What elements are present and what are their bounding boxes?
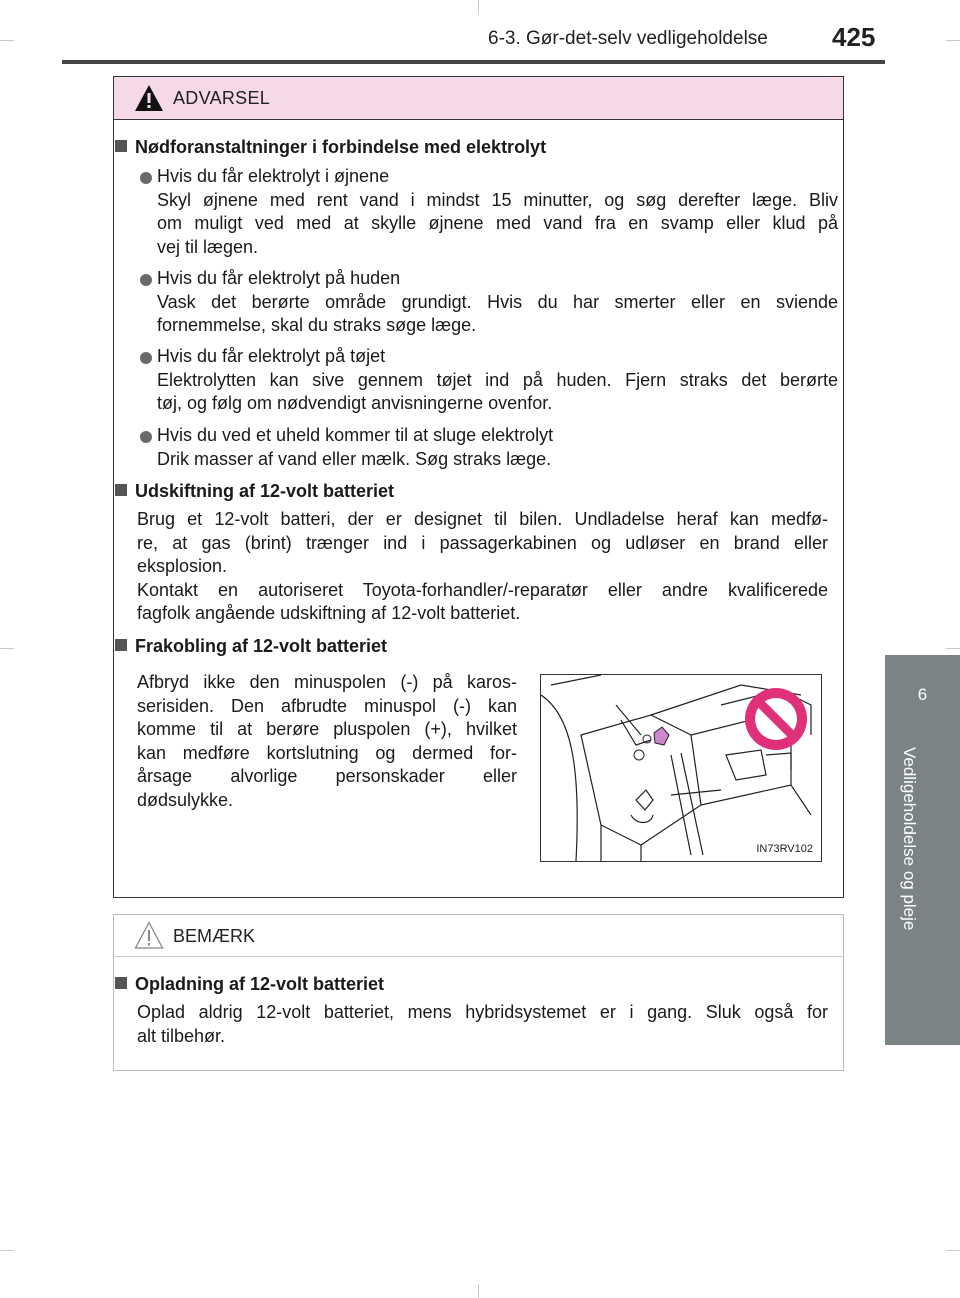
square-bullet-icon bbox=[115, 977, 127, 989]
bullet-paragraph: Hvis du får elektrolyt på huden Vask det berørte område grundigt. Hvis du har smerter eller en sviende fornemmelse, skal du straks søge læge. bbox=[157, 268, 838, 335]
square-bullet-icon bbox=[115, 639, 127, 651]
bullet-paragraph: Hvis du ved et uheld kommer til at sluge elektrolyt Drik masser af vand eller mælk. Søg straks læge. bbox=[157, 425, 554, 469]
crop-mark bbox=[478, 1284, 479, 1298]
warning-header bbox=[114, 77, 843, 120]
chapter-label: Vedligeholdelse og pleje bbox=[900, 747, 919, 931]
section-paragraph: Brug et 12-volt batteri, der er designet til bilen. Undladelse heraf kan medfø- re, at gas (brint) trænger ind i passagerkabinen og udløser en brand eller eksplosion. Kontakt en autoriseret Toyota-forhandler/-reparatør eller andre kvalificerede fagfolk angående udskiftning af 12-volt batteriet. bbox=[137, 509, 828, 623]
section-heading: Nødforanstaltninger i forbindelse med elektrolyt bbox=[115, 137, 546, 158]
bullet-dot-icon bbox=[140, 431, 152, 443]
section-title: 6-3. Gør-det-selv vedligeholdelse bbox=[488, 28, 768, 49]
bullet-dot-icon bbox=[140, 172, 152, 184]
section-heading: Udskiftning af 12-volt batteriet bbox=[115, 481, 394, 502]
crop-mark bbox=[946, 648, 960, 649]
bullet-dot-icon bbox=[140, 274, 152, 286]
section-heading: Frakobling af 12-volt batteriet bbox=[115, 636, 387, 657]
note-title: BEMÆRK bbox=[173, 926, 256, 946]
crop-mark bbox=[478, 0, 479, 14]
crop-mark bbox=[946, 40, 960, 41]
section-paragraph: Afbryd ikke den minuspolen (-) på karos- serisiden. Den afbrudte minuspol (-) kan komme til at berøre pluspolen (+), hvilket kan medføre kortslutning og dermed for- årsage alvorlige personskader eller dødsulykke. bbox=[137, 672, 517, 810]
crop-mark bbox=[946, 1250, 960, 1251]
section-heading: Opladning af 12-volt batteriet bbox=[115, 974, 384, 995]
battery-illustration bbox=[540, 674, 822, 862]
note-header bbox=[114, 915, 843, 957]
bullet-dot-icon bbox=[140, 352, 152, 364]
crop-mark bbox=[0, 1250, 14, 1251]
caution-triangle-icon bbox=[134, 921, 164, 949]
crop-mark bbox=[0, 40, 14, 41]
chapter-tab bbox=[885, 655, 960, 1045]
note-paragraph: Oplad aldrig 12-volt batteriet, mens hybridsystemet er i gang. Sluk også for alt tilbehør. bbox=[137, 1002, 828, 1046]
page-number: 425 bbox=[832, 22, 876, 52]
header-rule bbox=[62, 60, 885, 64]
chapter-number: 6 bbox=[917, 685, 928, 704]
warning-title: ADVARSEL bbox=[173, 88, 271, 108]
bullet-paragraph: Hvis du får elektrolyt på tøjet Elektrolytten kan sive gennem tøjet ind på huden. Fjern straks det berørte tøj, og følg om nødvendigt anvisningerne ovenfor. bbox=[157, 346, 838, 413]
square-bullet-icon bbox=[115, 140, 127, 152]
battery-terminal-drawing bbox=[541, 675, 821, 861]
bullet-paragraph: Hvis du får elektrolyt i øjnene Skyl øjnene med rent vand i mindst 15 minutter, og søg derefter læge. Bliv om muligt ved med at skylle øjnene med vand fra en svamp eller klud på vej til lægen. bbox=[157, 166, 838, 257]
square-bullet-icon bbox=[115, 484, 127, 496]
warning-triangle-icon bbox=[134, 84, 164, 112]
crop-mark bbox=[0, 648, 14, 649]
figure-code: IN73RV102 bbox=[756, 843, 813, 855]
